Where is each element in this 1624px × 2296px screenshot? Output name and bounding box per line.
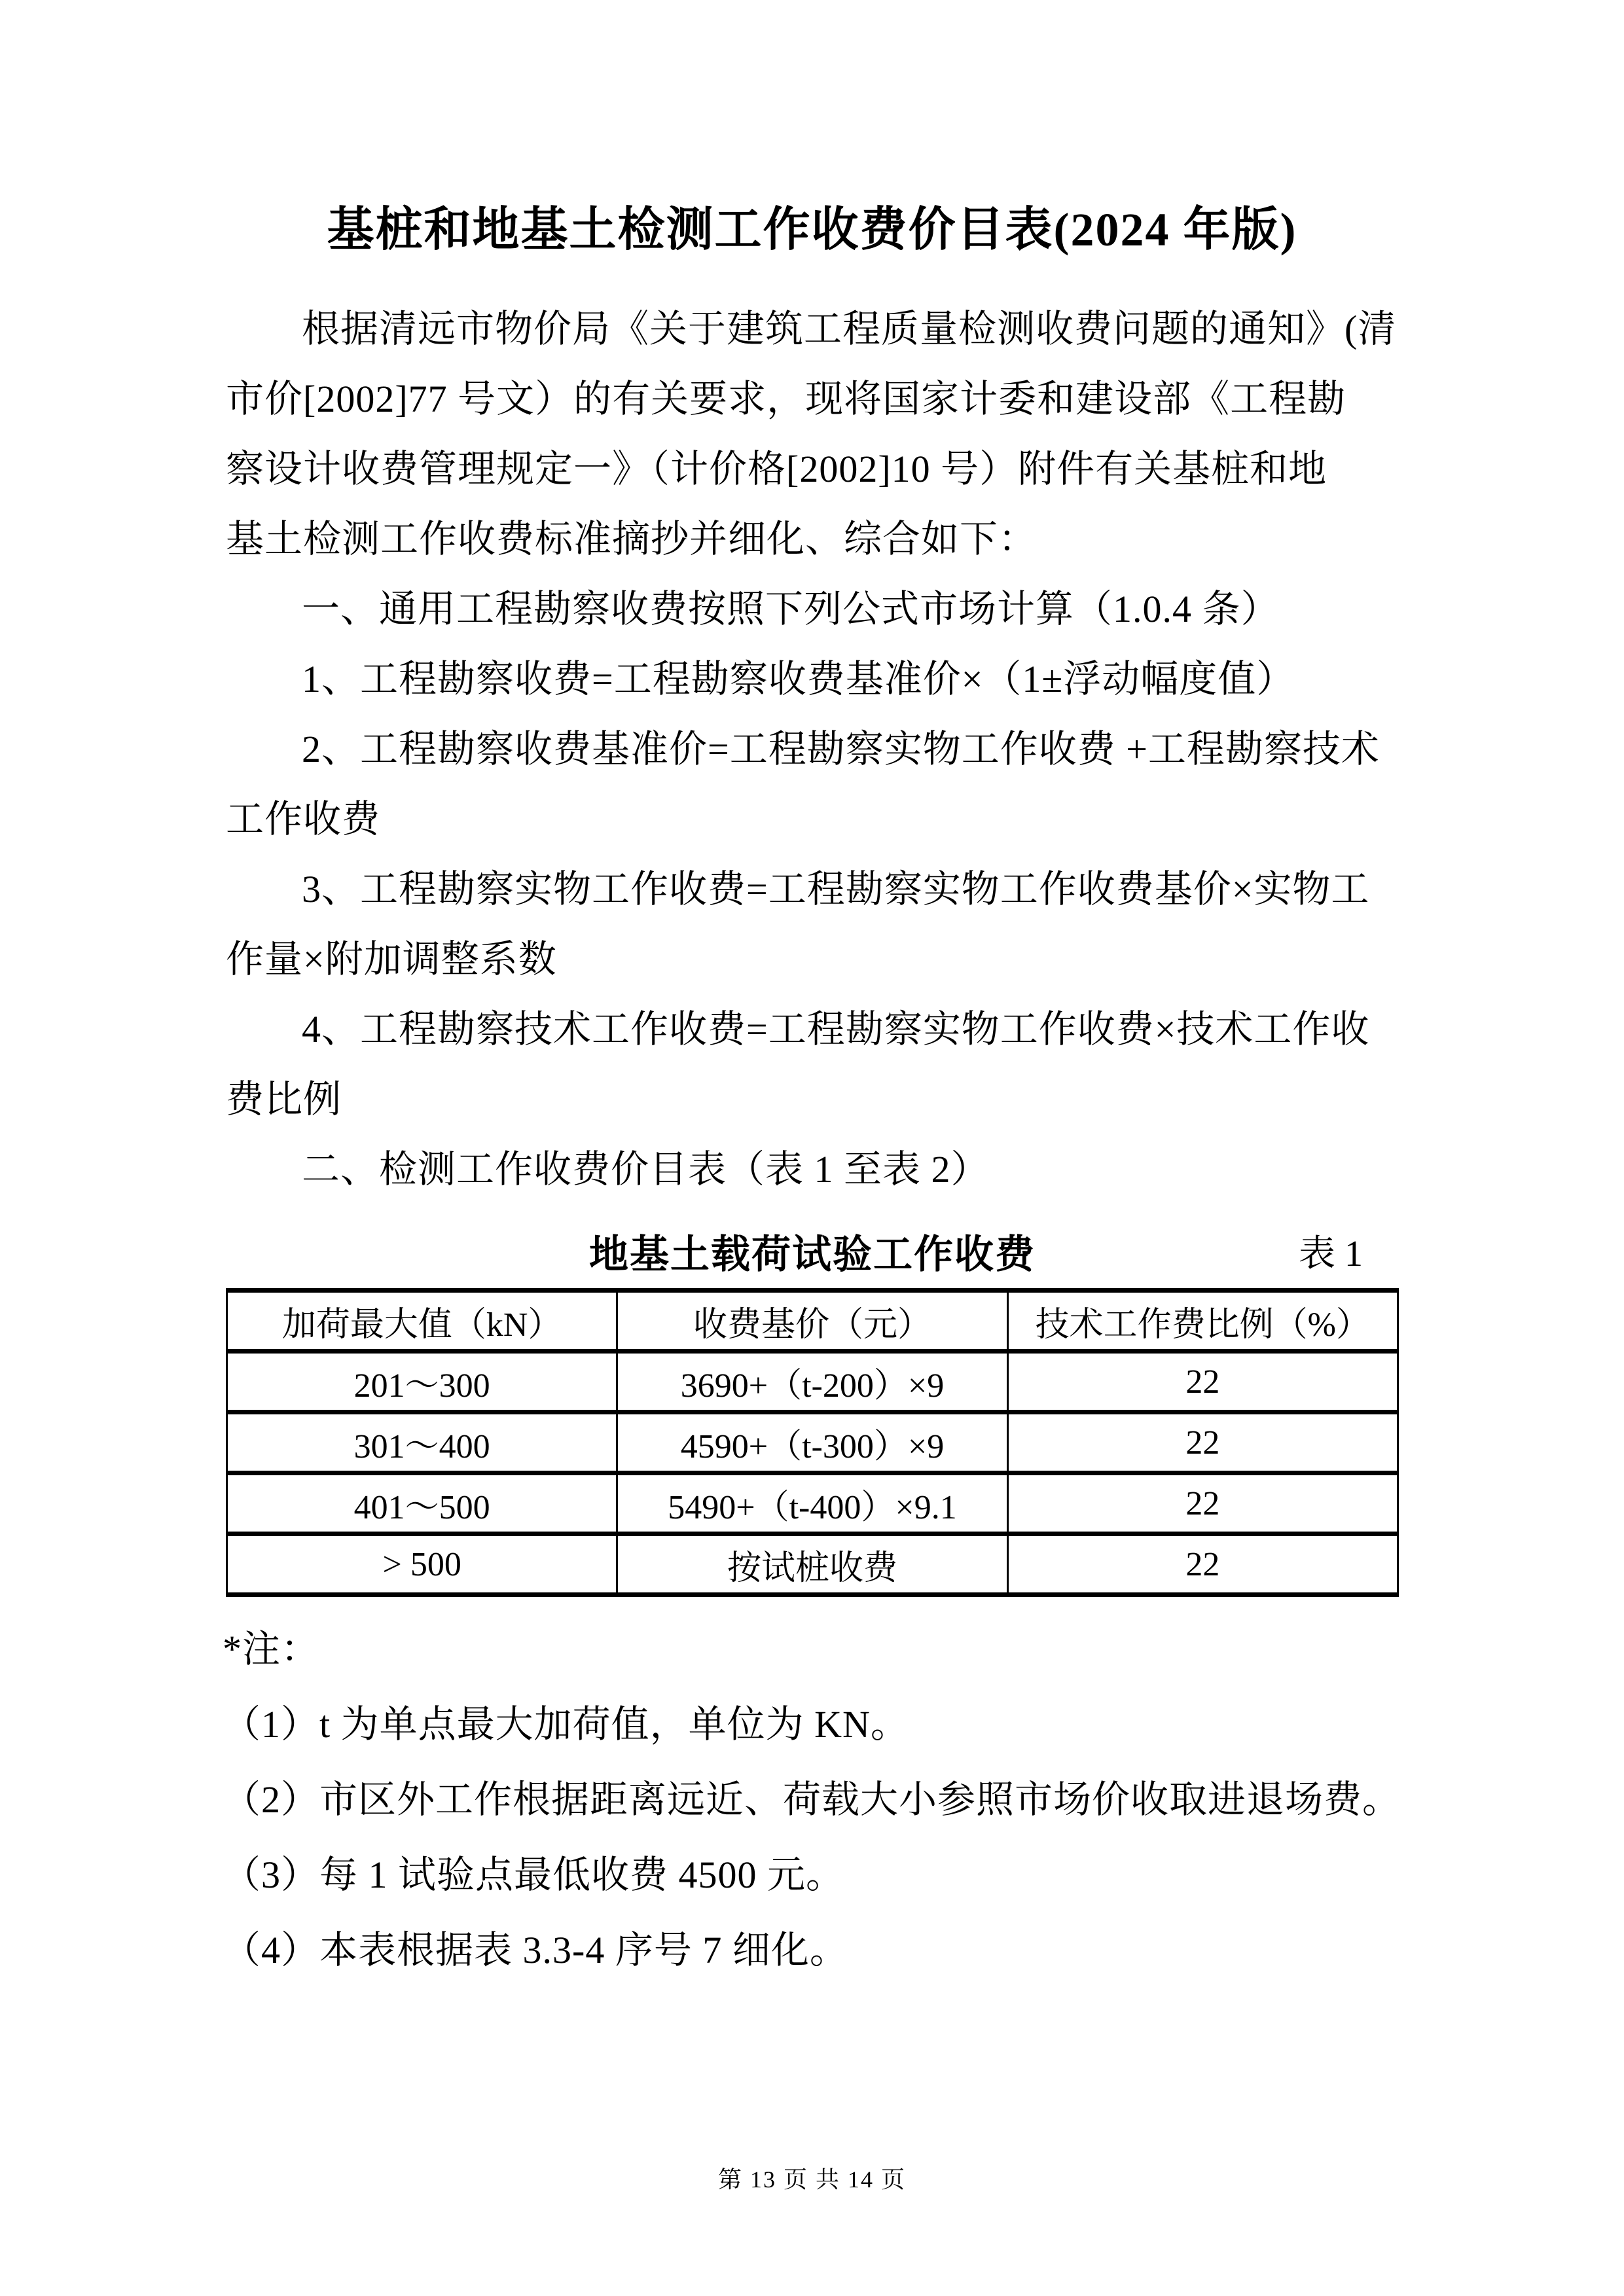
body-line: 二、检测工作收费价目表（表 1 至表 2） [302, 1148, 990, 1191]
note-item: （2）市区外工作根据距离远近、荷载大小参照市场价收取进退场费。 [223, 1778, 1401, 1821]
body-line: 作量×附加调整系数 [226, 938, 557, 980]
note-item: （3）每 1 试验点最低收费 4500 元。 [223, 1854, 845, 1896]
page-title: 基桩和地基土检测工作收费价目表(2024 年版) [327, 204, 1297, 256]
table-caption-row [226, 1223, 1399, 1276]
note-item: （4）本表根据表 3.3-4 序号 7 细化。 [223, 1929, 848, 1971]
table-row [227, 1352, 1398, 1412]
body-line: 2、工程勘察收费基准价=工程勘察实物工作收费 +工程勘察技术 [302, 728, 1380, 770]
table-number-label: 表 1 [1299, 1234, 1363, 1274]
table-cell: 22 [1007, 1412, 1398, 1473]
body-line: 基土检测工作收费标准摘抄并细化、综合如下： [226, 518, 1038, 560]
table-cell: 201～300 [227, 1352, 617, 1412]
notes-label: *注： [223, 1628, 320, 1670]
note-item: （1）t 为单点最大加荷值，单位为 KN。 [223, 1703, 909, 1746]
table-header-row [227, 1291, 1398, 1352]
table-cell: 4590+（t-300）×9 [617, 1412, 1007, 1473]
table-cell: 22 [1007, 1352, 1398, 1412]
table-cell: 5490+（t-400）×9.1 [617, 1473, 1007, 1534]
body-line: 市价[2002]77 号文）的有关要求，现将国家计委和建设部《工程勘 [226, 378, 1346, 420]
table-cell: 401～500 [227, 1473, 617, 1534]
table-caption: 地基土载荷试验工作收费 [589, 1233, 1036, 1276]
column-header: 收费基价（元） [617, 1291, 1007, 1352]
column-header: 加荷最大值（kN） [227, 1291, 617, 1352]
table-cell: 按试桩收费 [617, 1534, 1007, 1595]
table-row [227, 1534, 1398, 1595]
table-cell: 3690+（t-200）×9 [617, 1352, 1007, 1412]
table-cell: 301～400 [227, 1412, 617, 1473]
body-line: 工作收费 [226, 798, 381, 840]
body-line: 4、工程勘察技术工作收费=工程勘察实物工作收费×技术工作收 [302, 1008, 1370, 1050]
table-cell: 22 [1007, 1534, 1398, 1595]
fee-table [226, 1288, 1399, 1597]
body-line: 3、工程勘察实物工作收费=工程勘察实物工作收费基价×实物工 [302, 868, 1370, 910]
body-line: 费比例 [226, 1078, 342, 1121]
table-row [227, 1473, 1398, 1534]
page-number: 第 13 页 共 14 页 [717, 2166, 906, 2193]
body-line: 一、通用工程勘察收费按照下列公式市场计算（1.0.4 条） [302, 588, 1280, 630]
body-line: 根据清远市物价局《关于建筑工程质量检测收费问题的通知》(清 [302, 308, 1397, 350]
body-line: 察设计收费管理规定一》（计价格[2002]10 号）附件有关基桩和地 [226, 448, 1327, 490]
table-cell: 22 [1007, 1473, 1398, 1534]
table-cell: > 500 [227, 1534, 617, 1595]
body-line: 1、工程勘察收费=工程勘察收费基准价×（1±浮动幅度值） [302, 658, 1295, 700]
column-header: 技术工作费比例（%） [1007, 1291, 1398, 1352]
table-row [227, 1412, 1398, 1473]
